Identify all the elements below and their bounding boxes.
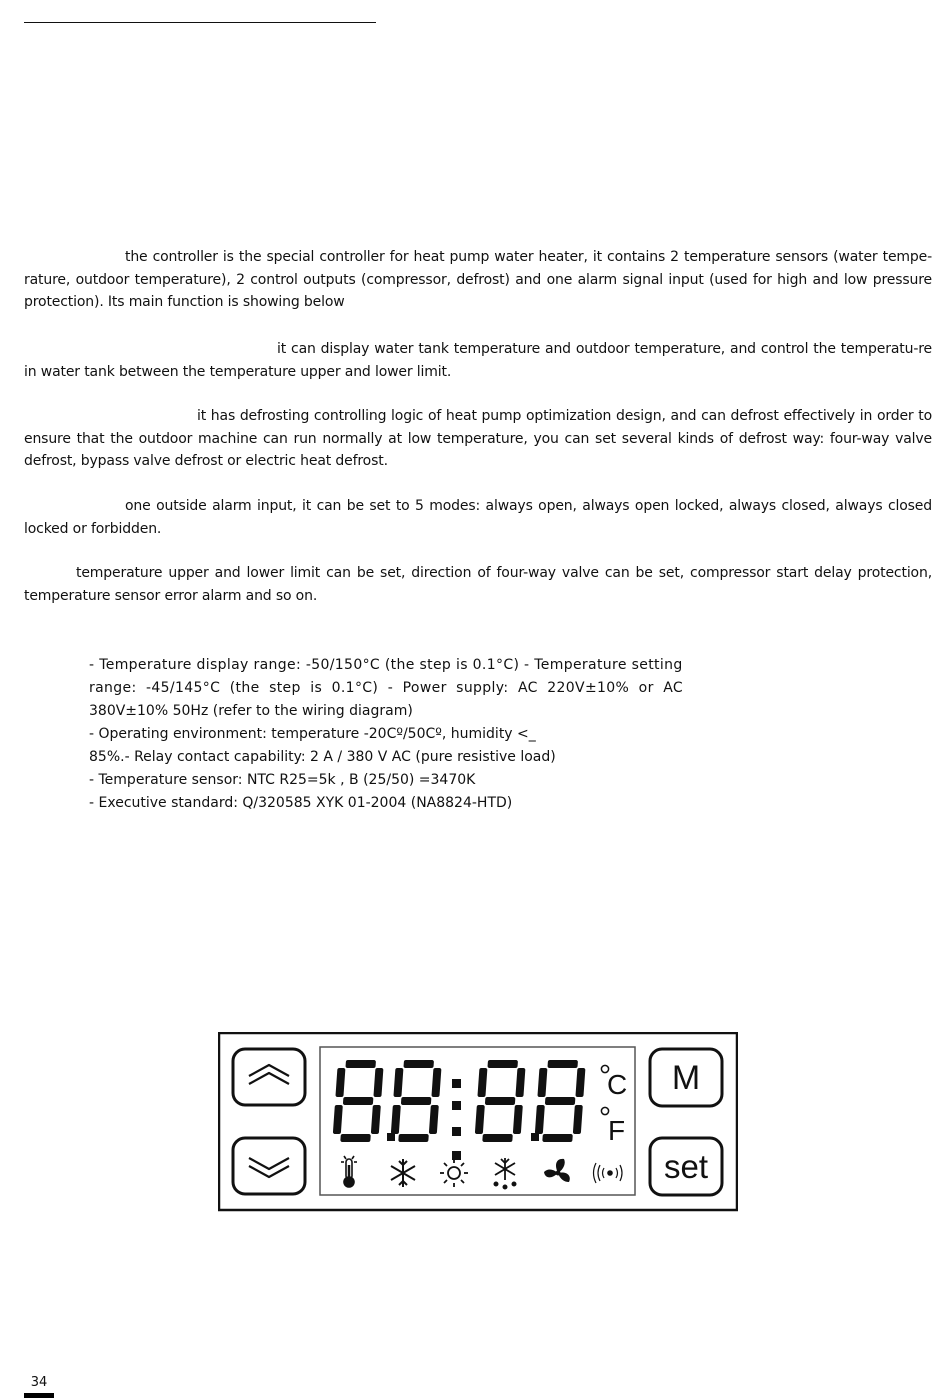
down-button[interactable] [233,1138,305,1194]
display-function-text: it can display water tank temperature and outdoor temperature, and control the temperatu-re in water tank between the temperature upper and lower limit. [24,341,932,380]
display-function-paragraph [24,338,932,383]
digit-segment [343,1097,374,1105]
spec-line: range: -45/145°C (the step is 0.1°C) - Power supply: AC 220V±10% or AC [89,680,683,696]
digit-segment [485,1097,516,1105]
set-button[interactable] [650,1138,722,1195]
digit-segment [547,1060,578,1068]
intro-paragraph [24,246,932,314]
alarm-function-text: one outside alarm input, it can be set to 5 modes: always open, always open locked, always closed, always closed locked or forbidden. [24,498,932,537]
digit-segment [482,1134,513,1142]
spec-line: - Operating environment: temperature -20Cº/50Cº, humidity <_ [89,726,536,742]
up-button[interactable] [233,1049,305,1105]
digit-segment [401,1097,432,1105]
spec-line: - Executive standard: Q/320585 XYK 01-2004 (NA8824-HTD) [89,795,513,811]
alarm-function-paragraph [24,495,932,540]
colon-dot [452,1127,461,1136]
colon-dot [452,1079,461,1088]
digit-segment [345,1060,376,1068]
unit-celsius: C [607,1069,628,1100]
m-button-label: M [671,1059,701,1097]
colon-dot [452,1101,461,1110]
page-number: 34 [30,1375,48,1390]
unit-fahrenheit: F [608,1115,626,1146]
m-button[interactable] [650,1049,722,1106]
other-function-paragraph [24,562,932,607]
spec-line: - Temperature sensor: NTC R25=5k , B (25/50) =3470K [89,772,476,788]
digit-segment [545,1097,576,1105]
header-rule [24,22,376,23]
spec-line: 85%.- Relay contact capability: 2 A / 380 V AC (pure resistive load) [89,749,556,765]
other-function-text: temperature upper and lower limit can be set, direction of four-way valve can be set, compressor start delay protection, temperature sensor error alarm and so on. [24,565,932,604]
spec-line: 380V±10% 50Hz (refer to the wiring diagram) [89,703,413,719]
decimal-point [531,1133,539,1141]
set-button-label: set [663,1148,709,1185]
digit-segment [398,1134,429,1142]
spec-line: - Temperature display range: -50/150°C (the step is 0.1°C) - Temperature setting [89,657,683,673]
digit-segment [487,1060,518,1068]
colon-dot [452,1151,461,1160]
decimal-point [387,1133,395,1141]
controller-panel-illustration [218,1032,738,1212]
controller-panel-svg [218,1032,738,1212]
defrost-function-paragraph [24,405,932,473]
intro-text: the controller is the special controller for heat pump water heater, it contains 2 temperature sensors (water tempe-rature, outdoor temperature), 2 control outputs (compressor, defrost) and one alarm signal input (used for high and low pressure protection). Its main function is showing below [24,249,932,310]
technical-specs [89,654,683,815]
digit-segment [542,1134,573,1142]
page-number-bar [24,1393,54,1398]
defrost-function-text: it has defrosting controlling logic of heat pump optimization design, and can defrost effectively in order to ensure that the outdoor machine can run normally at low temperature, you can set several kinds of defrost way: four-way valve defrost, bypass valve defrost or electric heat defrost. [24,408,932,469]
digit-segment [340,1134,371,1142]
digit-segment [403,1060,434,1068]
